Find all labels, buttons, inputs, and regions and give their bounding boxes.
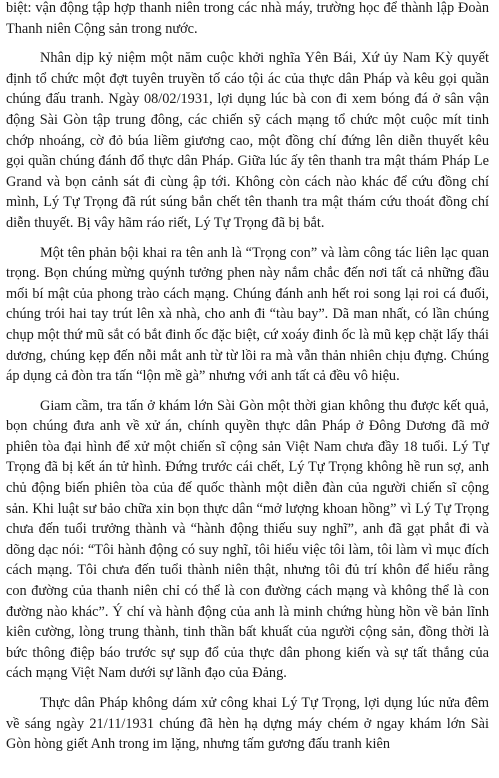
paragraph-yen-bai-anniversary: Nhân dịp kỷ niệm một năm cuộc khởi nghĩa Yên Bái, Xứ ủy Nam Kỳ quyết định tổ chức một đợt tuyên truyền tố cáo tội ác của thực dân Pháp và kêu gọi quần chúng đấu tranh. Ngày 08/02/1931, lợi dụng lúc bà con đi xem bóng đá ở sân vận động Sài Gòn tập trung đông, các chiến sỹ cách mạng tổ chức một cuộc mít tinh chớp nhoáng, cờ đỏ búa liềm giương cao, một đồng chí đứng lên diễn thuyết kêu gọi quần chúng đánh đổ thực dân Pháp. Giữa lúc ấy tên thanh tra mật thám Pháp Le Grand và bọn cảnh sát đi cùng ập tới. Không còn cách nào khác để cứu đồng chí mình, Lý Tự Trọng đã rút súng bắn chết tên thanh tra mật thám cứu thoát đồng chí diễn thuyết. Bị vây hãm ráo riết, Lý Tự Trọng đã bị bắt. [6,50,489,231]
paragraph-continuation: biệt: vận động tập hợp thanh niên trong các nhà máy, trường học để thành lập Đoàn Thanh niên Cộng sản trong nước. [6,0,489,37]
paragraph-trial: Giam cầm, tra tấn ở khám lớn Sài Gòn một thời gian không thu được kết quả, bọn chúng đưa anh về xử án, chính quyền thực dân Pháp ở Đông Dương đã mở phiên tòa đại hình để xử một chiến sĩ cộng sản Việt Nam chưa đầy 18 tuổi. Lý Tự Trọng đã bị kết án tử hình. Đứng trước cái chết, Lý Tự Trọng không hề run sợ, anh chủ động biến phiên tòa của đế quốc thành một diễn đàn của người chiến sĩ cộng sản. Khi luật sư bảo chữa xin bọn thực dân “mở lượng khoan hồng” vì Lý Tự Trọng chưa đến tuổi trưởng thành và “hành động thiếu suy nghĩ”, anh đã gạt phắt đi và dõng dạc nói: “Tôi hành động có suy nghĩ, tôi hiểu việc tôi làm, tôi làm vì mục đích cách mạng. Tôi chưa đến tuổi thành niên thật, nhưng tôi đủ trí khôn để hiểu rằng con đường của thanh niên chỉ có thể là con đường cách mạng và không thể là con đường nào khác”. Ý chí và hành động của anh là minh chứng hùng hồn về bản lĩnh kiên cường, lòng trung thành, tinh thần bất khuất của người cộng sản, đồng thời là bức thông điệp báo trước sự sụp đổ của thực dân phong kiến và sự tất thắng của cách mạng Việt Nam dưới sự lãnh đạo của Đảng. [6,397,489,682]
paragraph-execution: Thực dân Pháp không dám xử công khai Lý Tự Trọng, lợi dụng lúc nửa đêm về sáng ngày 21/11/1931 chúng đã hèn hạ dựng máy chém ở ngay khám lớn Sài Gòn hòng giết Anh trong im lặng, nhưng tấm gương đấu tranh kiên [6,695,489,753]
paragraph-torture: Một tên phản bội khai ra tên anh là “Trọng con” và làm công tác liên lạc quan trọng. Bọn chúng mừng quýnh tưởng phen này nắm chắc đến nơi tất cả những đầu mối bí mật của phong trào cách mạng. Chúng đánh anh hết roi song lại roi cá đuối, chúng trói hai tay trút lên xà nhà, cho anh đi “tàu bay”. Dã man nhất, có lần chúng chụp một thứ mũ sắt có bắt đinh ốc đặc biệt, cứ xoáy đinh ốc là mũ kẹp chặt lấy thái dương, chúng kẹp đến nỗi mắt anh từ từ lồi ra mà vẫn thản nhiên chịu đựng. Chúng áp dụng cả đòn tra tấn “lộn mề gà” nhưng với anh tất cả đều vô hiệu. [6,244,489,385]
